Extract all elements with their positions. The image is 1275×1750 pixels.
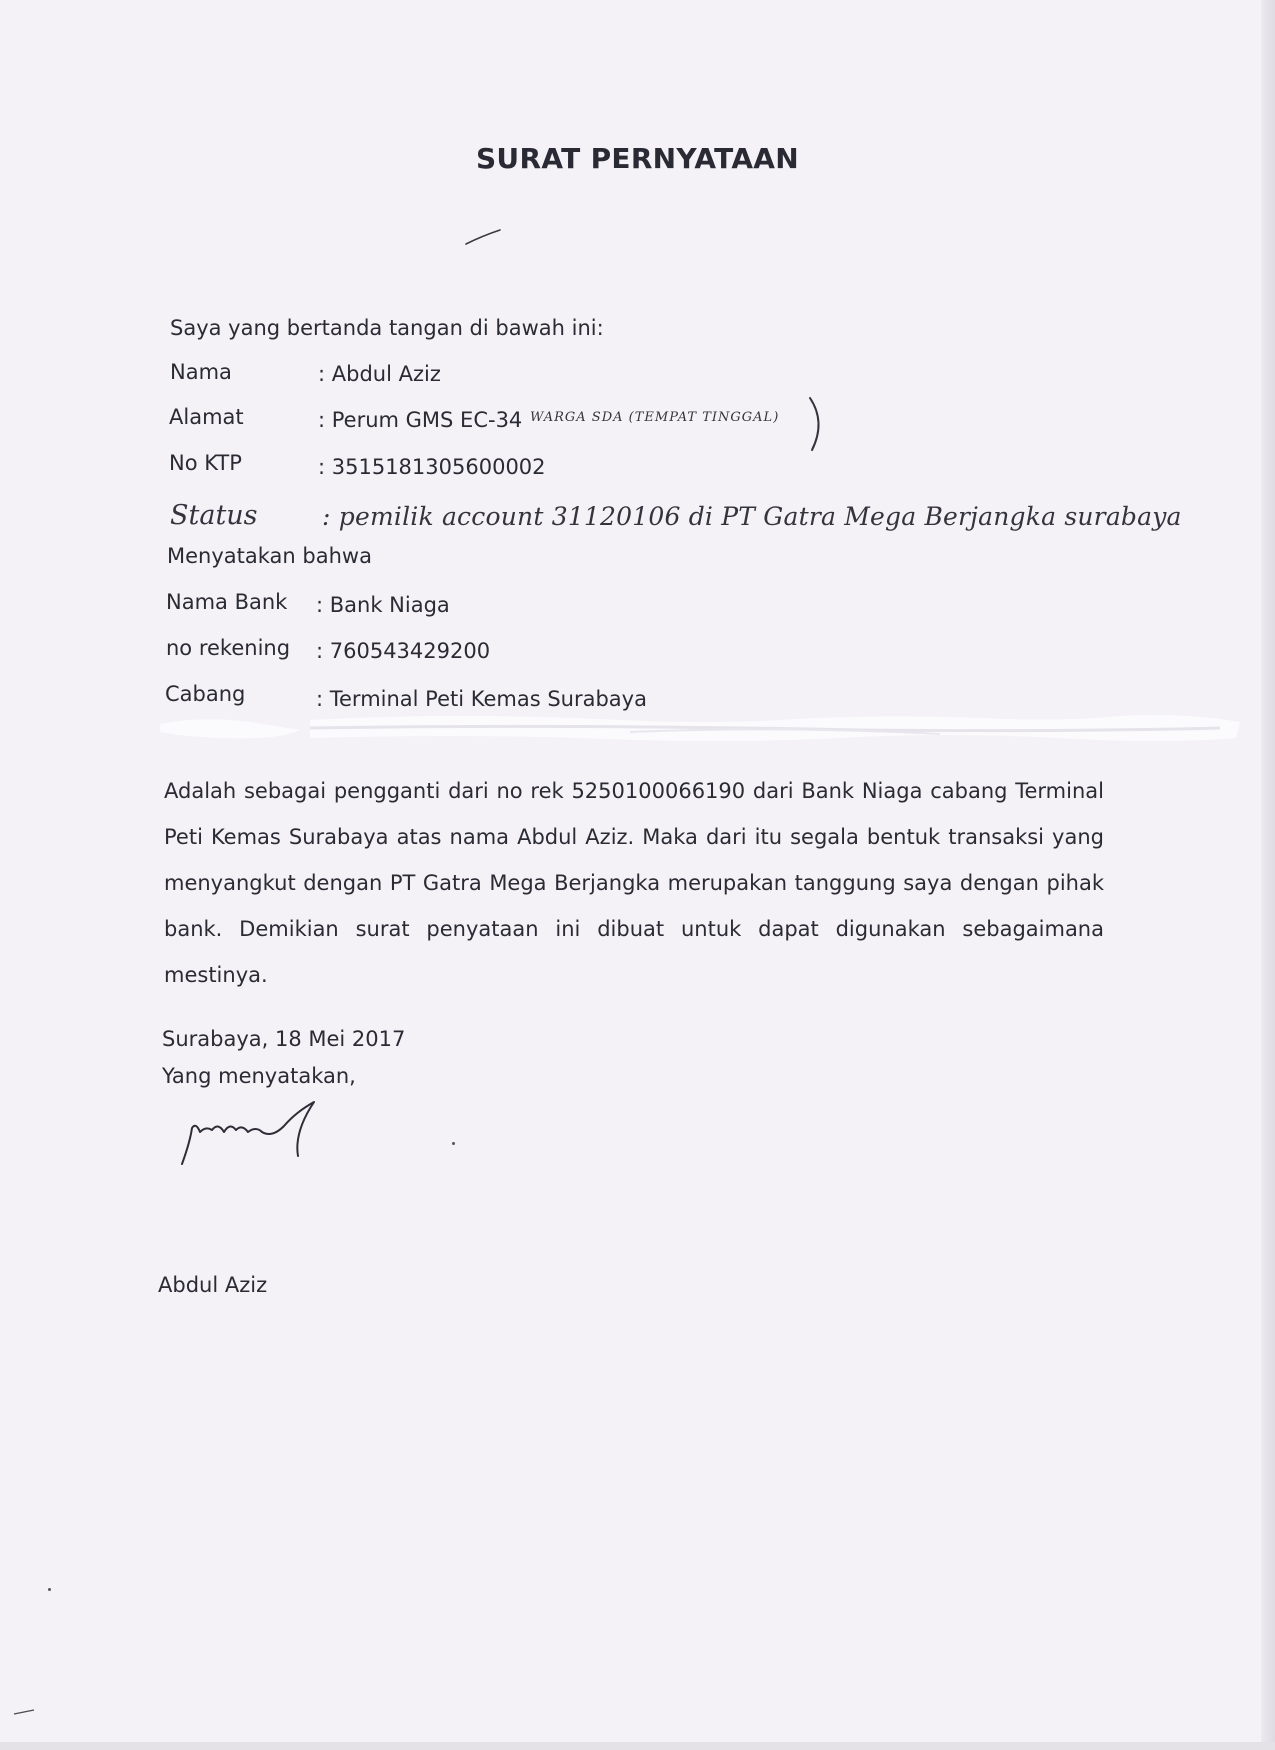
address-handwritten-note: WARGA SDA (TEMPAT TINGGAL) <box>530 410 780 425</box>
ktp-label: No KTP <box>169 451 242 475</box>
branch-value: : Terminal Peti Kemas Surabaya <box>316 687 647 711</box>
account-number-label: no rekening <box>166 636 291 660</box>
whiteout-correction <box>160 708 1240 748</box>
closing-bracket-mark <box>806 396 828 452</box>
name-value: : Abdul Aziz <box>318 362 441 386</box>
status-label-handwritten: Status <box>170 500 258 531</box>
stray-pen-mark <box>464 226 504 248</box>
body-paragraph: Adalah sebagai pengganti dari no rek 5250100066190 dari Bank Niaga cabang Terminal Peti Kemas Surabaya atas nama Abdul Aziz. Maka dari itu segala bentuk transaksi yang menyangkut dengan PT Gatra Mega Berjangka merupakan tanggung saya dengan pihak bank. Demikian surat penyataan ini dibuat untuk dapat digunakan sebagaimana mestinya. <box>164 779 1104 987</box>
intro-line: Saya yang bertanda tangan di bawah ini: <box>170 316 604 340</box>
branch-label: Cabang <box>165 682 246 706</box>
account-number-value: : 760543429200 <box>316 639 491 663</box>
name-label: Nama <box>170 360 232 384</box>
ktp-value: : 3515181305600002 <box>318 455 546 479</box>
statement-intro: Menyatakan bahwa <box>167 544 372 568</box>
scan-speck <box>48 1588 51 1591</box>
signatory-name: Abdul Aziz <box>158 1273 268 1297</box>
signature-image <box>176 1098 356 1178</box>
status-value-handwritten: : pemilik account 31120106 di PT Gatra Mega Berjangka surabaya <box>322 502 1182 531</box>
stray-dot <box>452 1142 455 1145</box>
scan-speck-mark <box>12 1706 38 1718</box>
scan-edge-right <box>1261 0 1275 1750</box>
bank-name-label: Nama Bank <box>166 590 288 614</box>
place-date: Surabaya, 18 Mei 2017 <box>162 1027 406 1051</box>
scan-edge-bottom <box>0 1742 1275 1750</box>
address-value: : Perum GMS EC-34 <box>318 408 523 432</box>
bank-name-value: : Bank Niaga <box>316 593 450 617</box>
address-label: Alamat <box>169 405 244 429</box>
closing-line: Yang menyatakan, <box>162 1064 356 1088</box>
page-title: SURAT PERNYATAAN <box>475 142 800 175</box>
